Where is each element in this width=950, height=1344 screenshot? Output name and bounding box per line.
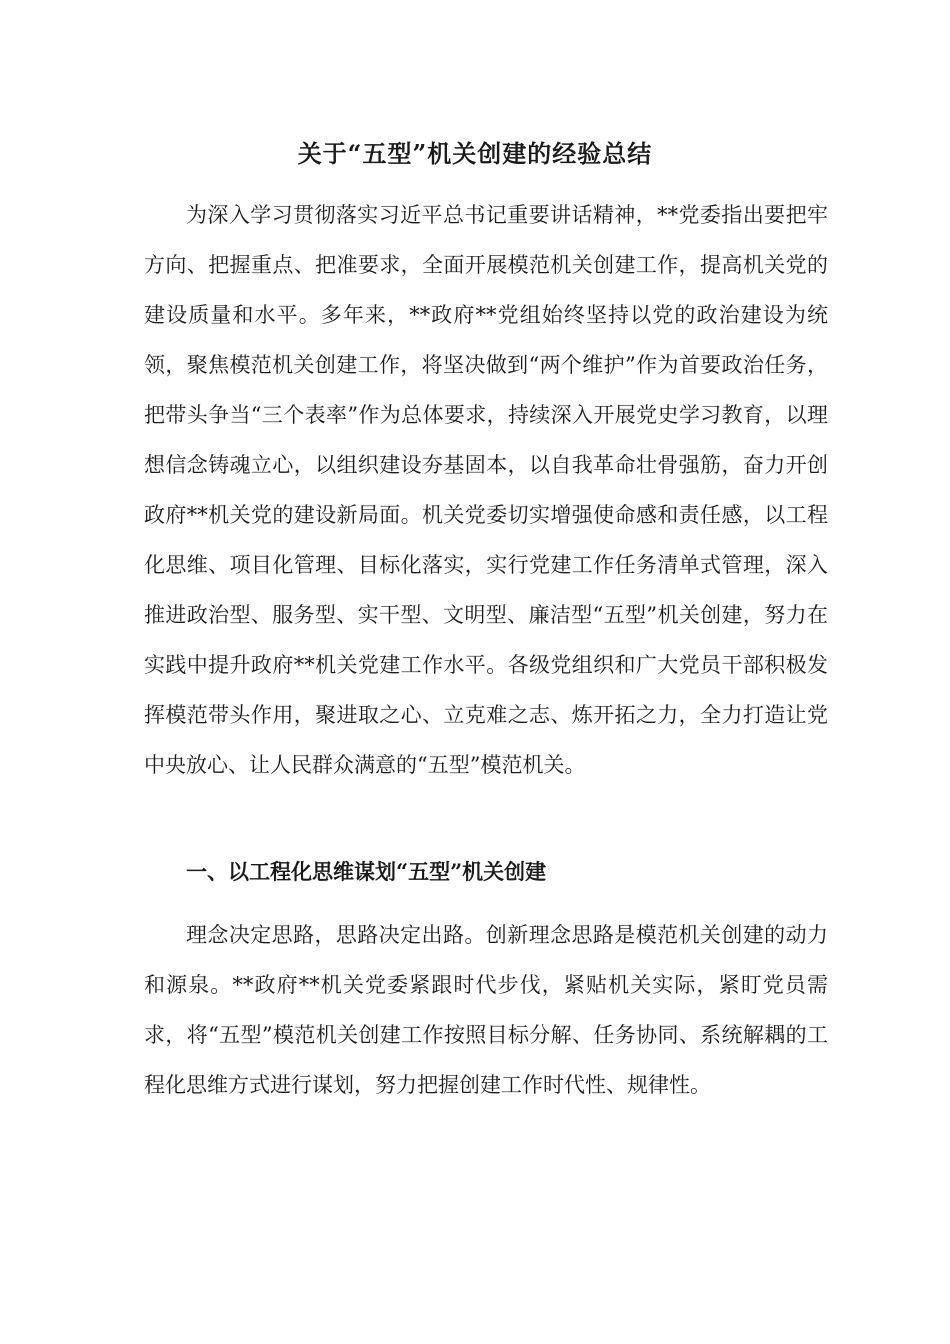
section-heading-1: 一、以工程化思维谋划“五型”机关创建: [186, 859, 547, 884]
body-paragraph-section1: 理念决定思路，思路决定出路。创新理念思路是模范机关创建的动力和源泉。**政府**机关党委紧跟时代步伐，紧贴机关实际，紧盯党员需求，将“五型”模范机关创建工作按照目标分解、任务协同、系统解耦的工程化思维方式进行谋划，努力把握创建工作时代性、规律性。: [144, 923, 828, 1097]
body-paragraph-intro: 为深入学习贯彻落实习近平总书记重要讲话精神，**党委指出要把牢方向、把握重点、把准要求，全面开展模范机关创建工作，提高机关党的建设质量和水平。多年来，**政府**党组始终坚持以党的政治建设为统领，聚焦模范机关创建工作，将坚决做到“两个维护”作为首要政治任务，把带头争当“三个表率”作为总体要求，持续深入开展党史学习教育，以理想信念铸魂立心，以组织建设夯基固本，以自我革命壮骨强筋，奋力开创政府**机关党的建设新局面。机关党委切实增强使命感和责任感，以工程化思维、项目化管理、目标化落实，实行党建工作任务清单式管理，深入推进政治型、服务型、实干型、文明型、廉洁型“五型”机关创建，努力在实践中提升政府**机关党建工作水平。各级党组织和广大党员干部积极发挥模范带头作用，聚进取之心、立克难之志、炼开拓之力，全力打造让党中央放心、让人民群众满意的“五型”模范机关。: [144, 203, 828, 777]
document-title: 关于“五型”机关创建的经验总结: [297, 139, 653, 168]
